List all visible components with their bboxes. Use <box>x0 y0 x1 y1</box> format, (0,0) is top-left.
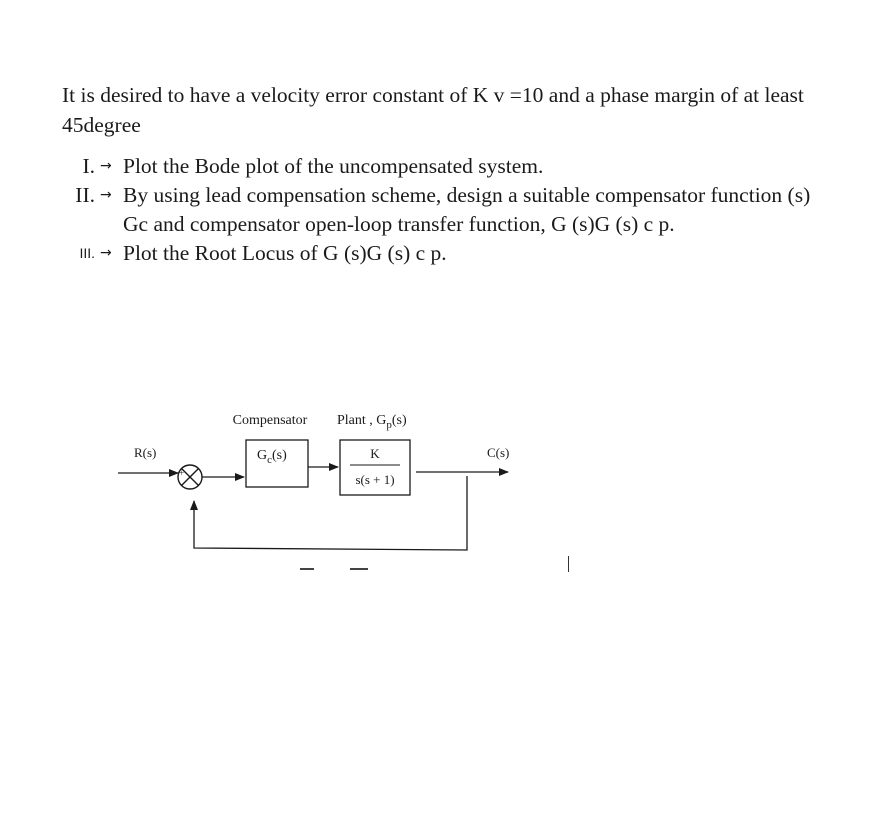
task-text: Plot the Bode plot of the uncompensated system. <box>123 154 544 178</box>
problem-intro: It is desired to have a velocity error constant of K v =10 and a phase margin of at least 45degree <box>62 83 804 137</box>
clipped-caption-fragment <box>300 568 368 570</box>
task-number: II. <box>75 183 95 207</box>
block-diagram <box>0 400 893 580</box>
output-label: C(s) <box>487 445 510 460</box>
summing-junction-icon <box>178 465 202 495</box>
svg-text:+: + <box>179 468 185 478</box>
task-item <box>0 239 893 268</box>
compensator-title: Compensator <box>232 413 308 428</box>
task-list <box>0 152 893 268</box>
tab-arrow-icon: → <box>100 245 112 261</box>
input-label: R(s) <box>134 445 157 460</box>
task-item <box>0 152 893 181</box>
plant-numerator: K <box>370 446 380 461</box>
compensator-label: $G_c(s)$ <box>257 448 287 466</box>
text-cursor <box>568 556 569 572</box>
task-text: By using lead compensation scheme, design a suitable compensator function (s) Gc and compensator open-loop transfer function, G (s)G (s) c p. <box>123 183 811 236</box>
task-item <box>0 181 893 239</box>
task-number: I. <box>82 154 95 178</box>
tab-arrow-icon: → <box>100 187 112 203</box>
plant-title: Plant , $G_p(s)$ <box>337 413 407 431</box>
tab-arrow-icon: → <box>100 158 112 174</box>
task-text: Plot the Root Locus of G (s)G (s) c p. <box>123 241 447 265</box>
task-number: III. <box>79 245 95 261</box>
feedback-path <box>194 476 467 550</box>
svg-text:−: − <box>188 484 194 495</box>
plant-denominator: s(s + 1) <box>355 472 395 487</box>
